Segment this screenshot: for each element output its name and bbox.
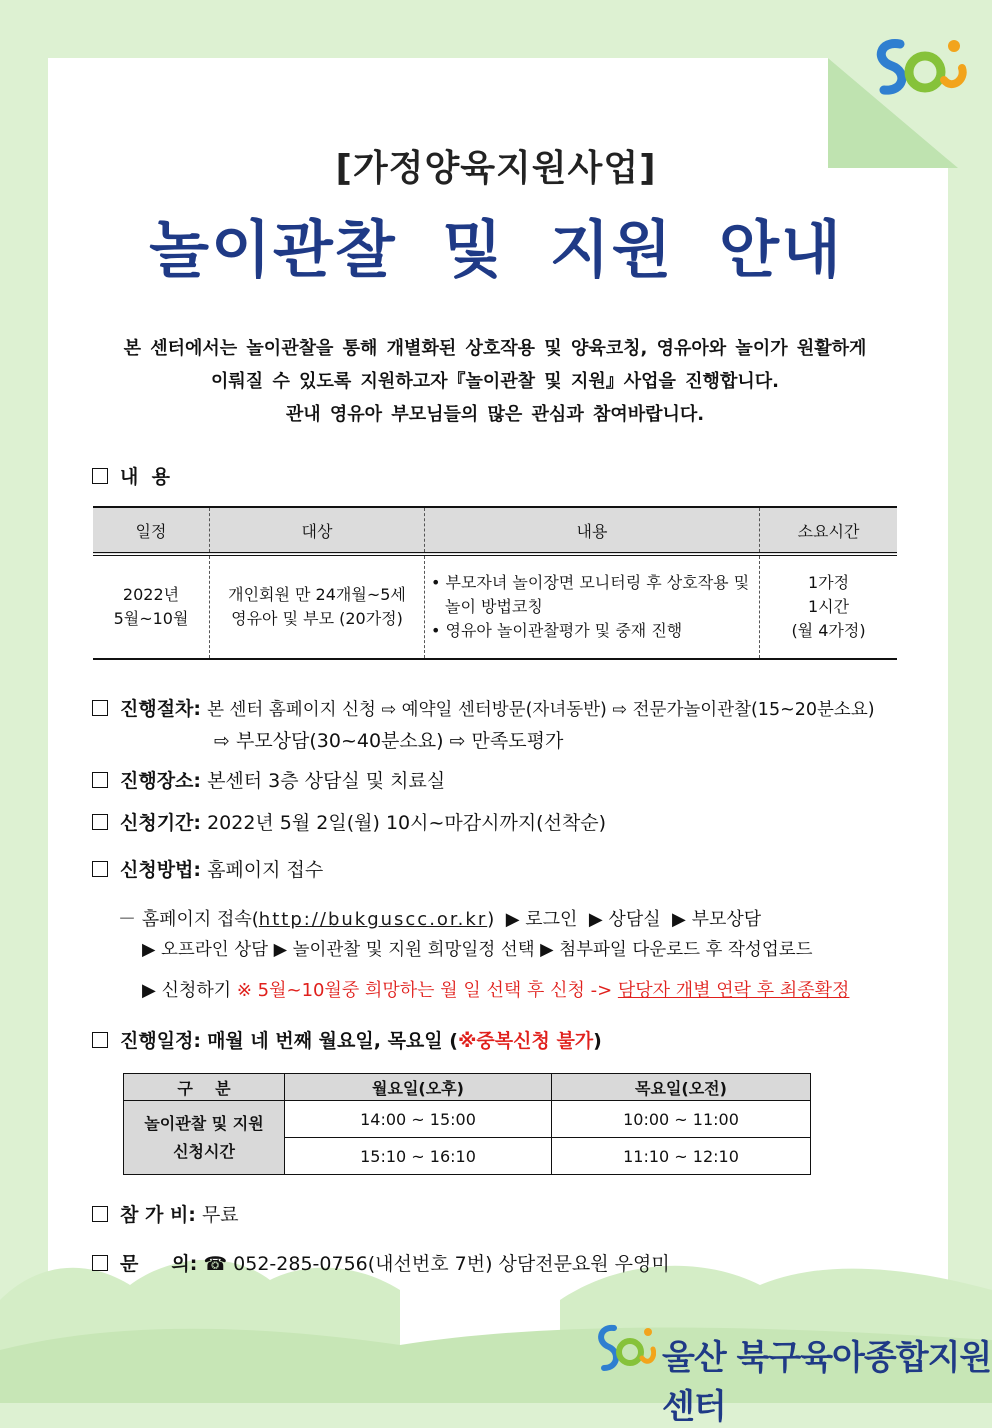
schedule-note: ※중복신청 불가 xyxy=(457,1030,594,1052)
section-label: 진행절차: xyxy=(120,698,202,720)
step-text: ▶ 신청하기 xyxy=(142,980,237,1001)
section-method xyxy=(92,855,323,882)
cell-line: • 영유아 놀이관찰평가 및 중재 진행 xyxy=(431,621,683,640)
fee-value: 무료 xyxy=(201,1204,239,1226)
slot-thursday: 10:00 ~ 11:00 xyxy=(552,1101,811,1138)
section-label: 진행장소: xyxy=(120,770,202,792)
checkbox-icon xyxy=(92,772,108,788)
method-step1 xyxy=(118,905,761,931)
slot-monday: 14:00 ~ 15:00 xyxy=(285,1101,552,1138)
intro-line: 관내 영유아 부모님들의 많은 관심과 참여바랍니다. xyxy=(285,404,705,425)
section-period xyxy=(92,808,606,835)
section-schedule xyxy=(92,1026,602,1053)
step-note: ※ 5월~10월중 희망하는 월 일 선택 후 신청 -> xyxy=(236,980,618,1001)
organization-name: 울산 북구육아종합지원센터 xyxy=(662,1338,992,1427)
section-procedure xyxy=(92,694,875,721)
section-label: 진행일정: xyxy=(120,1030,202,1052)
schedule-value: 매월 네 번째 월요일, 목요일 ( xyxy=(207,1030,458,1052)
intro-line: 본 센터에서는 놀이관찰을 통해 개별화된 상호작용 및 양육코칭, 영유아와 놀이가 원활하게 xyxy=(123,338,867,359)
col-header: 목요일(오전) xyxy=(552,1074,811,1101)
slot-thursday: 11:10 ~ 12:10 xyxy=(552,1138,811,1175)
section-inquiry xyxy=(92,1249,670,1276)
checkbox-icon xyxy=(92,1032,108,1048)
cell-line: 1시간 xyxy=(807,597,850,616)
phone-icon: ☎ xyxy=(203,1253,228,1275)
section-place xyxy=(92,766,445,793)
section-label: 참 가 비: xyxy=(120,1204,196,1226)
cell-target xyxy=(210,554,425,659)
schedule-close: ) xyxy=(593,1030,602,1052)
method-value: 홈페이지 접수 xyxy=(207,859,324,881)
schedule-table xyxy=(123,1073,811,1175)
section-label: 신청방법: xyxy=(120,859,202,881)
cell-schedule xyxy=(93,554,210,659)
checkbox-icon xyxy=(92,468,108,484)
homepage-link[interactable]: http://bukguscc.or.kr xyxy=(258,909,488,930)
center-logo-icon xyxy=(870,32,970,102)
slot-monday: 15:10 ~ 16:10 xyxy=(285,1138,552,1175)
cell-duration xyxy=(760,554,898,659)
col-header: 내용 xyxy=(425,507,760,554)
checkbox-icon xyxy=(92,1255,108,1271)
col-header: 일정 xyxy=(93,507,210,554)
section-fee xyxy=(92,1200,239,1227)
section-content xyxy=(92,462,170,489)
intro-text xyxy=(60,332,930,431)
title-top: [가정양육지원사업] xyxy=(335,148,657,189)
method-step3 xyxy=(142,976,849,1002)
table-row xyxy=(124,1101,811,1138)
cell-line: • 부모자녀 놀이장면 모니터링 후 상호작용 및 놀이 방법코칭 xyxy=(431,573,750,616)
section-label: 문 의: xyxy=(120,1253,198,1275)
period-value: 2022년 5월 2일(월) 10시~마감시까지(선착순) xyxy=(207,812,607,834)
cell-line: 2022년 xyxy=(122,585,180,604)
step-note-underline: 담당자 개별 연락 후 최종확정 xyxy=(617,980,850,1001)
checkbox-icon xyxy=(92,700,108,716)
cell-line: 영유아 및 부모 (20가정) xyxy=(231,609,403,628)
col-header: 소요시간 xyxy=(760,507,898,554)
col-header: 구 분 xyxy=(124,1074,285,1101)
center-logo-icon xyxy=(596,1320,656,1382)
section-label: 내 용 xyxy=(120,466,170,488)
content-table xyxy=(93,506,897,660)
procedure-line1: 본 센터 홈페이지 신청 ⇨ 예약일 센터방문(자녀동반) ⇨ 전문가놀이관찰(15~20분소요) xyxy=(207,700,875,720)
step-text: － 홈페이지 접속( xyxy=(118,909,259,930)
col-header: 월요일(오후) xyxy=(285,1074,552,1101)
checkbox-icon xyxy=(92,1206,108,1222)
checkbox-icon xyxy=(92,814,108,830)
cell-items xyxy=(425,554,760,659)
row-label xyxy=(124,1101,285,1175)
checkbox-icon xyxy=(92,861,108,877)
section-label: 신청기간: xyxy=(120,812,202,834)
intro-line: 이뤄질 수 있도록 지원하고자『놀이관찰 및 지원』사업을 진행합니다. xyxy=(211,371,779,392)
cell-line: 5월~10월 xyxy=(113,609,189,628)
col-header: 대상 xyxy=(210,507,425,554)
row-label-line: 신청시간 xyxy=(173,1141,235,1161)
procedure-line2: ⇨ 부모상담(30~40분소요) ⇨ 만족도평가 xyxy=(214,730,564,752)
place-value: 본센터 3층 상담실 및 치료실 xyxy=(207,770,446,792)
cell-line: 1가정 xyxy=(807,573,850,592)
table-row xyxy=(93,554,897,659)
cell-line: 개인회원 만 24개월~5세 xyxy=(228,585,406,604)
step-text: ) ▶ 로그인 ▶ 상담실 ▶ 부모상담 xyxy=(487,909,762,930)
cell-line: (월 4가정) xyxy=(791,621,866,640)
title-main: 놀이관찰 및 지원 안내 xyxy=(149,213,843,286)
inquiry-value: 052-285-0756(내선번호 7번) 상담전문요원 우영미 xyxy=(233,1253,670,1275)
row-label-line: 놀이관찰 및 지원 xyxy=(144,1113,264,1133)
method-step2: ▶ 오프라인 상담 ▶ 놀이관찰 및 지원 희망일정 선택 ▶ 첨부파일 다운로드 후 작성업로드 xyxy=(142,940,813,960)
